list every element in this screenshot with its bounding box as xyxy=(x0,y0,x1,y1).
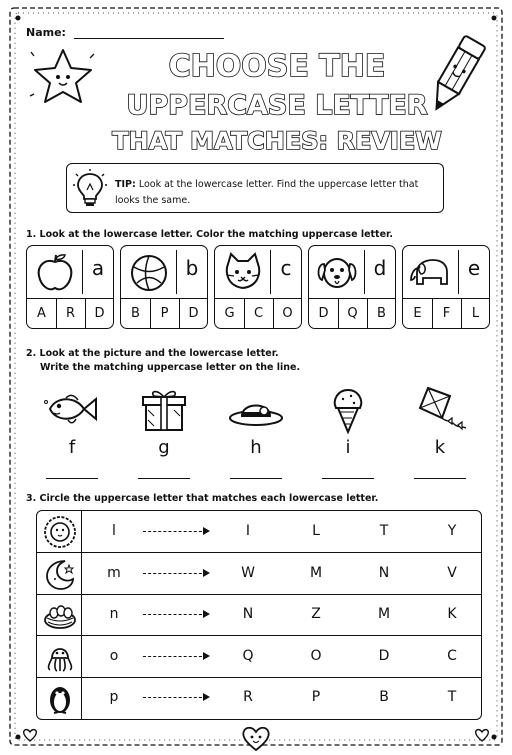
heart-icon xyxy=(240,724,272,752)
uppercase-option[interactable]: T xyxy=(379,523,389,539)
uppercase-option[interactable]: Q xyxy=(242,647,254,664)
answer-write-line[interactable] xyxy=(322,478,374,479)
letter-card xyxy=(120,245,208,329)
row-lowercase-letter: m xyxy=(107,564,121,581)
row-lowercase-letter: n xyxy=(109,606,119,623)
dashed-arrow xyxy=(143,531,207,532)
row-icon-divider xyxy=(81,511,82,553)
card-divider xyxy=(215,298,301,299)
row-icon-divider xyxy=(81,636,82,678)
option-divider xyxy=(56,298,57,328)
uppercase-option[interactable]: L xyxy=(471,306,480,321)
table-row xyxy=(37,553,481,595)
ice-cream-icon xyxy=(318,384,378,434)
moon-icon xyxy=(43,557,77,591)
section-3-title: 3. Circle the uppercase letter that matches each lowercase letter. xyxy=(26,493,379,504)
uppercase-option[interactable]: M xyxy=(377,606,391,623)
uppercase-option[interactable]: D xyxy=(94,306,105,321)
option-divider xyxy=(244,298,245,328)
card-divider xyxy=(309,298,395,299)
small-heart-left-icon xyxy=(22,728,38,742)
option-divider xyxy=(273,298,274,328)
nest-icon xyxy=(43,598,77,632)
card-divider xyxy=(176,250,177,294)
uppercase-option[interactable]: L xyxy=(312,523,320,539)
uppercase-option[interactable]: D xyxy=(188,306,199,321)
card-divider xyxy=(403,298,489,299)
uppercase-option[interactable]: Q xyxy=(347,306,358,321)
option-divider xyxy=(432,298,433,328)
card-divider xyxy=(82,250,83,294)
uppercase-option[interactable]: N xyxy=(242,606,254,623)
uppercase-option[interactable]: M xyxy=(309,564,323,581)
picture-lowercase-letter: g xyxy=(158,437,170,458)
uppercase-option[interactable]: W xyxy=(241,564,255,581)
tip-text xyxy=(115,177,435,209)
dashed-arrow xyxy=(143,656,207,657)
uppercase-option[interactable]: D xyxy=(378,647,390,664)
letter-card xyxy=(308,245,396,329)
uppercase-option[interactable]: Z xyxy=(311,606,321,623)
uppercase-option[interactable]: O xyxy=(282,306,293,321)
answer-write-line[interactable] xyxy=(230,478,282,479)
uppercase-option[interactable]: D xyxy=(318,306,329,321)
uppercase-option[interactable]: B xyxy=(379,689,389,706)
worksheet-title xyxy=(105,40,450,160)
uppercase-option[interactable]: B xyxy=(377,306,386,321)
uppercase-option[interactable]: F xyxy=(442,306,451,321)
table-row xyxy=(37,677,481,719)
dashed-arrow xyxy=(143,573,207,574)
option-divider xyxy=(367,298,368,328)
card-lowercase-letter: d xyxy=(373,256,387,280)
lion-icon xyxy=(43,515,77,549)
section-2-title-line-1: 2. Look at the picture and the lowercase letter. xyxy=(26,348,279,359)
dashed-arrow xyxy=(143,697,207,698)
card-divider xyxy=(27,298,113,299)
option-divider xyxy=(338,298,339,328)
small-heart-right-icon xyxy=(474,728,490,742)
uppercase-option[interactable]: P xyxy=(160,306,169,321)
section-2-title-line-2: Write the matching uppercase letter on the line. xyxy=(40,362,301,373)
uppercase-option[interactable]: A xyxy=(37,306,46,321)
card-lowercase-letter: e xyxy=(467,256,481,280)
row-lowercase-letter: l xyxy=(112,523,116,539)
card-divider xyxy=(458,250,459,294)
option-divider xyxy=(179,298,180,328)
card-lowercase-letter: b xyxy=(185,256,199,280)
elephant-icon xyxy=(407,250,455,294)
fish-icon xyxy=(42,384,102,434)
uppercase-option[interactable]: R xyxy=(65,306,76,321)
answer-write-line[interactable] xyxy=(46,478,98,479)
tip-label: TIP: xyxy=(115,179,136,190)
uppercase-option[interactable]: R xyxy=(243,689,253,706)
lightbulb-icon xyxy=(72,168,108,210)
uppercase-option[interactable]: K xyxy=(447,606,457,623)
uppercase-option[interactable]: I xyxy=(245,523,251,539)
title-line-1: CHOOSE THE xyxy=(168,49,386,84)
option-divider xyxy=(461,298,462,328)
uppercase-option[interactable]: N xyxy=(378,564,390,581)
ball-icon xyxy=(125,250,173,294)
table-row xyxy=(37,636,481,678)
uppercase-option[interactable]: E xyxy=(413,306,422,321)
hat-icon xyxy=(226,384,286,434)
option-divider xyxy=(150,298,151,328)
row-icon-divider xyxy=(81,677,82,719)
uppercase-option[interactable]: B xyxy=(131,306,140,321)
uppercase-option[interactable]: O xyxy=(310,647,322,664)
letter-card xyxy=(402,245,490,329)
table-row xyxy=(37,594,481,636)
uppercase-option[interactable]: V xyxy=(447,564,457,581)
octopus-icon xyxy=(43,640,77,674)
apple-icon xyxy=(31,250,79,294)
gift-icon xyxy=(134,384,194,434)
uppercase-option[interactable]: Y xyxy=(447,523,457,539)
uppercase-option[interactable]: C xyxy=(253,306,264,321)
cat-icon xyxy=(219,250,267,294)
card-divider xyxy=(364,250,365,294)
picture-lowercase-letter: k xyxy=(434,437,446,458)
dog-icon xyxy=(313,250,361,294)
star-icon xyxy=(28,46,98,106)
dashed-arrow xyxy=(143,614,207,615)
answer-write-line[interactable] xyxy=(414,478,466,479)
uppercase-option[interactable]: T xyxy=(447,689,457,706)
picture-lowercase-letter: i xyxy=(345,437,351,458)
name-label: Name: xyxy=(26,26,66,39)
picture-lowercase-letter: f xyxy=(68,437,76,458)
picture-lowercase-letter: h xyxy=(250,437,262,458)
answer-write-line[interactable] xyxy=(138,478,190,479)
kite-icon xyxy=(410,384,470,434)
card-divider xyxy=(270,250,271,294)
title-line-2: UPPERCASE LETTER xyxy=(126,90,428,121)
section-1-title: 1. Look at the lowercase letter. Color the matching uppercase letter. xyxy=(26,229,393,240)
title-line-3: THAT MATCHES: REVIEW xyxy=(112,127,442,155)
table-row xyxy=(37,511,481,553)
letter-card xyxy=(26,245,114,329)
row-icon-divider xyxy=(81,553,82,595)
row-lowercase-letter: p xyxy=(109,689,119,706)
card-lowercase-letter: a xyxy=(91,256,105,280)
card-divider xyxy=(121,298,207,299)
letter-card xyxy=(214,245,302,329)
row-icon-divider xyxy=(81,594,82,636)
row-lowercase-letter: o xyxy=(109,647,119,664)
tip-line-2: looks the same. xyxy=(115,195,191,206)
circle-letters-table xyxy=(36,510,482,720)
uppercase-option[interactable]: P xyxy=(311,689,321,706)
option-divider xyxy=(85,298,86,328)
name-write-line[interactable] xyxy=(74,38,224,39)
penguin-icon xyxy=(43,681,77,715)
tip-line-1: Look at the lowercase letter. Find the uppercase letter that xyxy=(138,179,419,190)
uppercase-option[interactable]: C xyxy=(447,647,457,664)
card-lowercase-letter: c xyxy=(280,256,292,280)
uppercase-option[interactable]: G xyxy=(224,306,235,321)
